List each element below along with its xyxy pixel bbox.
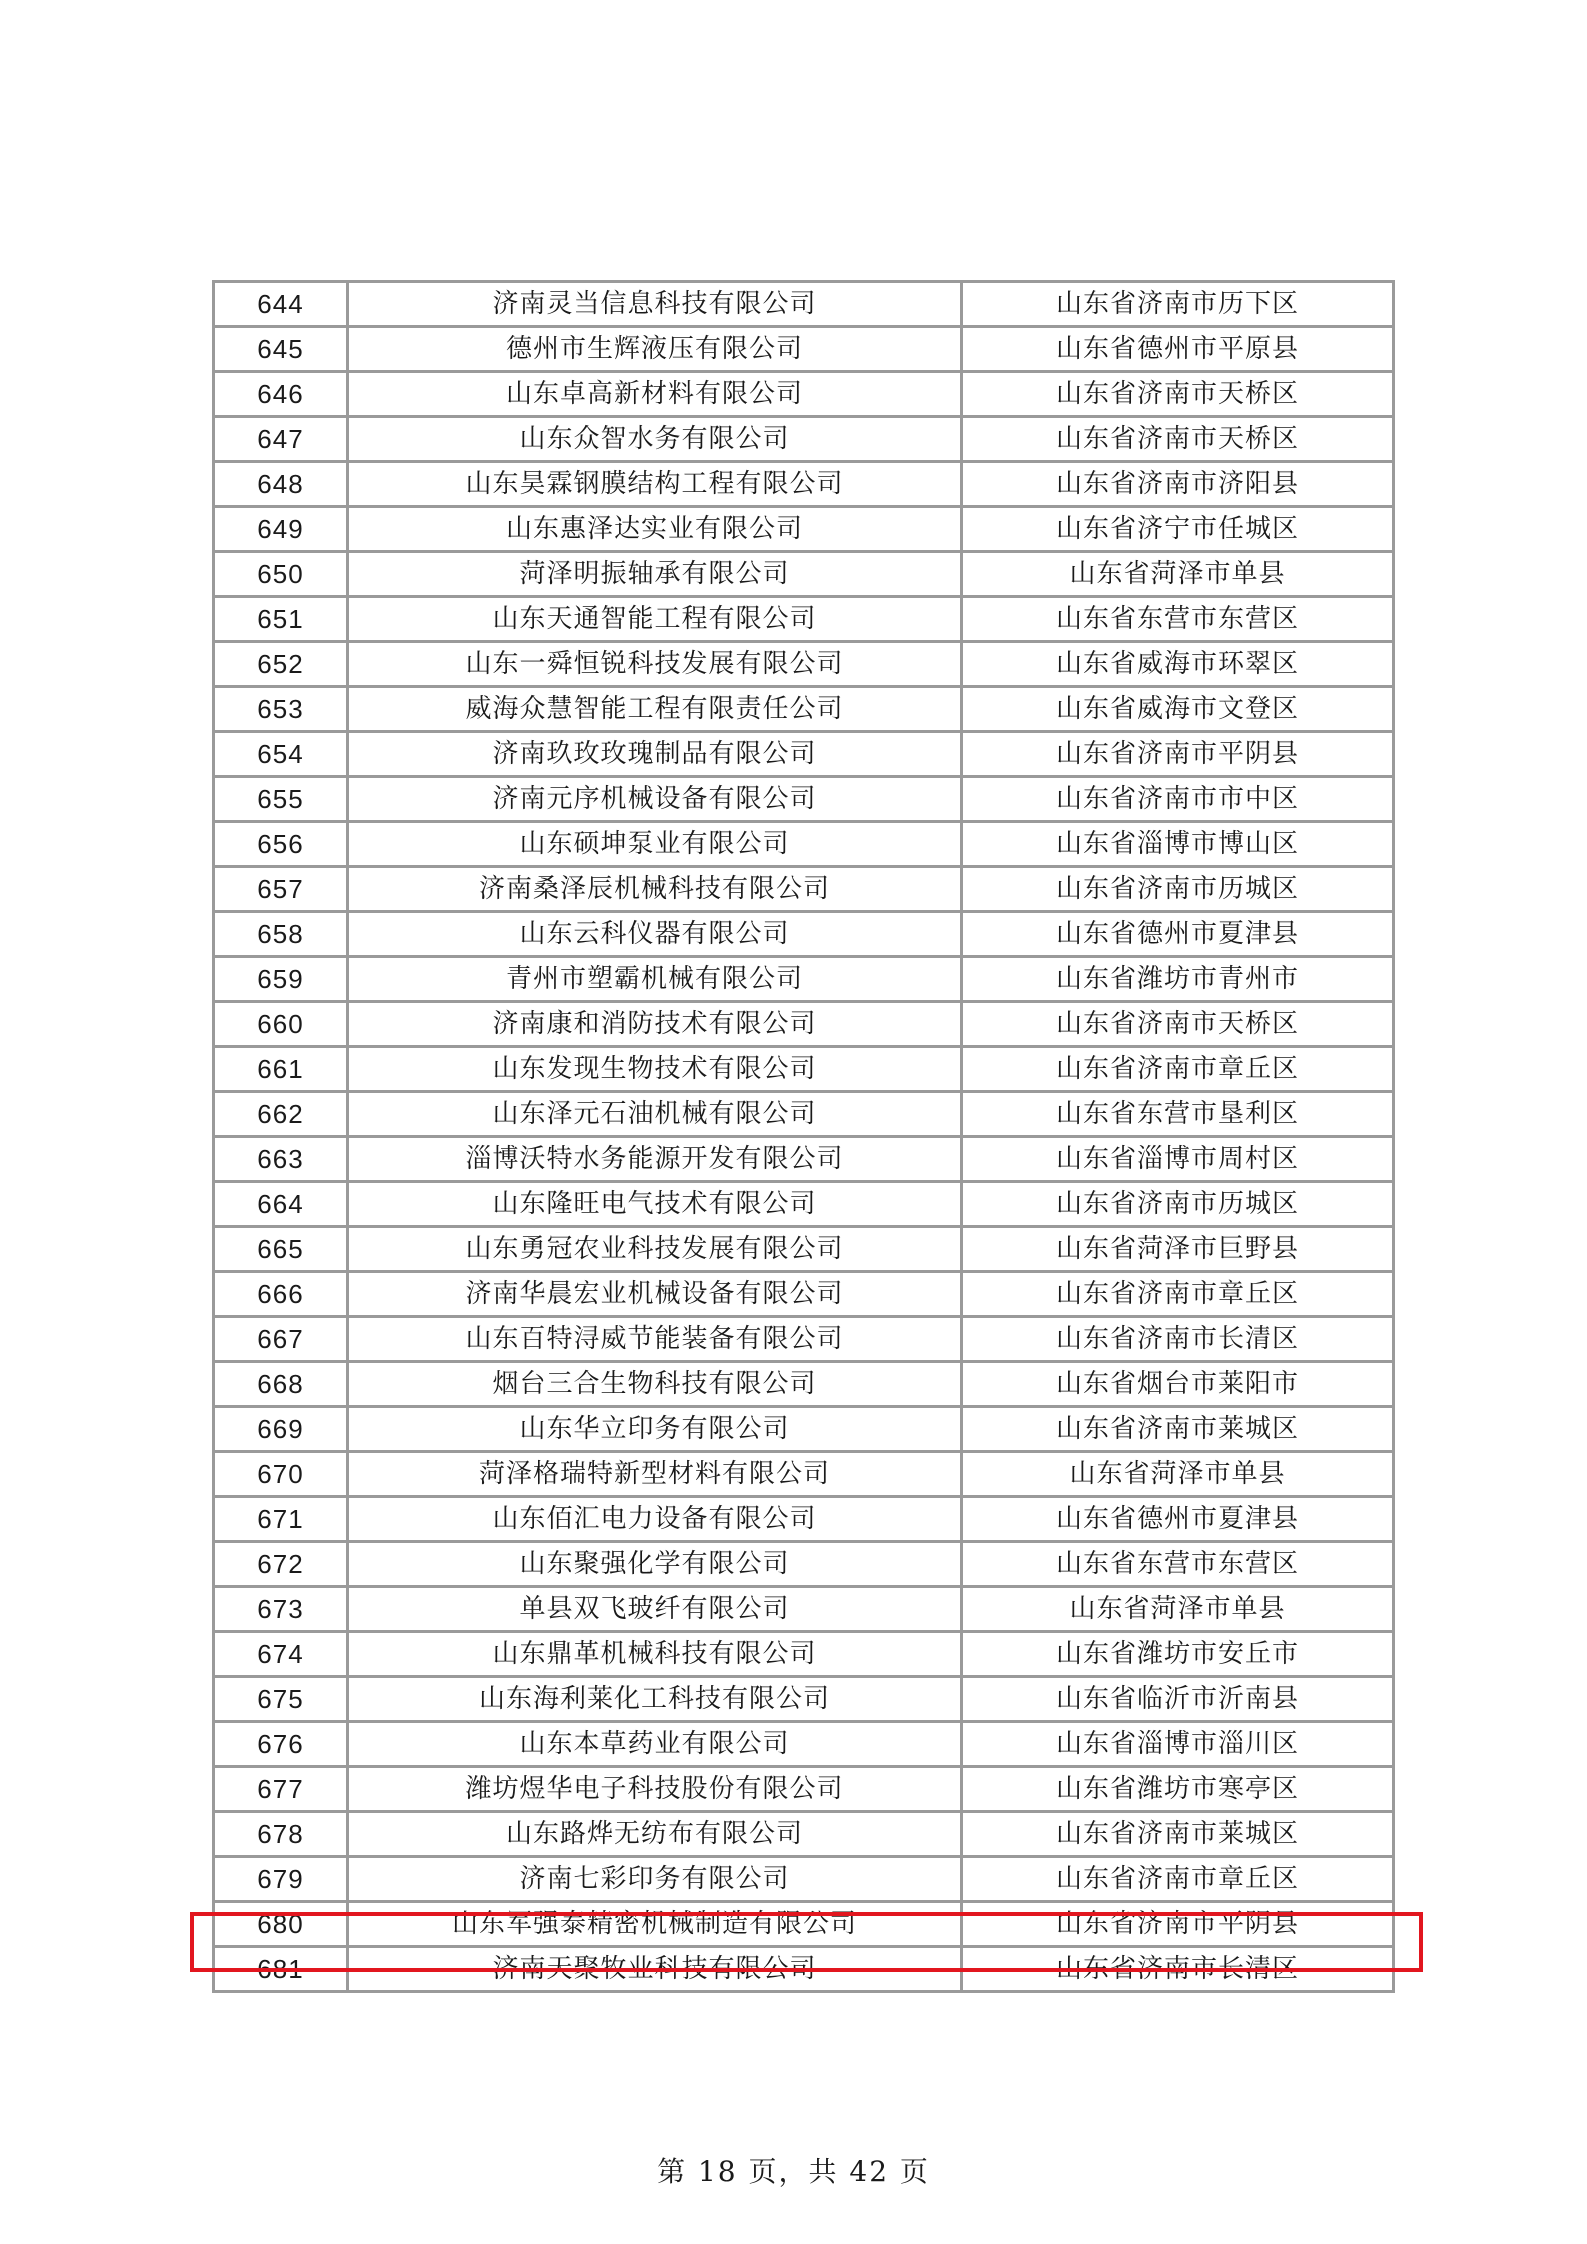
company-name: 威海众慧智能工程有限责任公司 bbox=[348, 687, 962, 732]
row-number: 649 bbox=[214, 507, 348, 552]
row-number: 675 bbox=[214, 1677, 348, 1722]
company-location: 山东省济南市平阴县 bbox=[962, 1902, 1394, 1947]
row-number: 646 bbox=[214, 372, 348, 417]
company-name: 淄博沃特水务能源开发有限公司 bbox=[348, 1137, 962, 1182]
row-number: 668 bbox=[214, 1362, 348, 1407]
row-number: 651 bbox=[214, 597, 348, 642]
company-location: 山东省烟台市莱阳市 bbox=[962, 1362, 1394, 1407]
table-row bbox=[214, 1272, 1394, 1317]
table-row bbox=[214, 327, 1394, 372]
table-row bbox=[214, 1722, 1394, 1767]
table-row bbox=[214, 1857, 1394, 1902]
row-number: 652 bbox=[214, 642, 348, 687]
table-body bbox=[214, 282, 1394, 1992]
row-number: 679 bbox=[214, 1857, 348, 1902]
table-row bbox=[214, 957, 1394, 1002]
row-number: 673 bbox=[214, 1587, 348, 1632]
company-name: 山东百特浔威节能装备有限公司 bbox=[348, 1317, 962, 1362]
row-number: 671 bbox=[214, 1497, 348, 1542]
company-location: 山东省济南市天桥区 bbox=[962, 372, 1394, 417]
company-location: 山东省东营市垦利区 bbox=[962, 1092, 1394, 1137]
company-table bbox=[212, 280, 1395, 1993]
table-row bbox=[214, 732, 1394, 777]
company-name: 济南华晨宏业机械设备有限公司 bbox=[348, 1272, 962, 1317]
company-name: 山东军强泰精密机械制造有限公司 bbox=[348, 1902, 962, 1947]
company-name: 山东佰汇电力设备有限公司 bbox=[348, 1497, 962, 1542]
row-number: 666 bbox=[214, 1272, 348, 1317]
table-row bbox=[214, 1137, 1394, 1182]
company-location: 山东省济南市章丘区 bbox=[962, 1857, 1394, 1902]
table-row bbox=[214, 1182, 1394, 1227]
table-row bbox=[214, 867, 1394, 912]
company-name: 山东惠泽达实业有限公司 bbox=[348, 507, 962, 552]
company-location: 山东省德州市夏津县 bbox=[962, 912, 1394, 957]
company-location: 山东省济南市章丘区 bbox=[962, 1272, 1394, 1317]
table-row bbox=[214, 1767, 1394, 1812]
company-name: 山东泽元石油机械有限公司 bbox=[348, 1092, 962, 1137]
table-row bbox=[214, 1452, 1394, 1497]
row-number: 660 bbox=[214, 1002, 348, 1047]
company-name: 济南康和消防技术有限公司 bbox=[348, 1002, 962, 1047]
company-location: 山东省济南市历城区 bbox=[962, 1182, 1394, 1227]
company-name: 济南灵当信息科技有限公司 bbox=[348, 282, 962, 327]
company-name: 山东勇冠农业科技发展有限公司 bbox=[348, 1227, 962, 1272]
row-number: 665 bbox=[214, 1227, 348, 1272]
row-number: 654 bbox=[214, 732, 348, 777]
company-name: 济南天聚牧业科技有限公司 bbox=[348, 1947, 962, 1992]
company-location: 山东省济南市天桥区 bbox=[962, 417, 1394, 462]
row-number: 647 bbox=[214, 417, 348, 462]
table-row bbox=[214, 1407, 1394, 1452]
company-location: 山东省威海市环翠区 bbox=[962, 642, 1394, 687]
company-name: 山东路烨无纺布有限公司 bbox=[348, 1812, 962, 1857]
company-location: 山东省东营市东营区 bbox=[962, 597, 1394, 642]
row-number: 650 bbox=[214, 552, 348, 597]
table-row bbox=[214, 507, 1394, 552]
company-name: 济南七彩印务有限公司 bbox=[348, 1857, 962, 1902]
row-number: 669 bbox=[214, 1407, 348, 1452]
row-number: 659 bbox=[214, 957, 348, 1002]
company-location: 山东省菏泽市巨野县 bbox=[962, 1227, 1394, 1272]
company-location: 山东省潍坊市安丘市 bbox=[962, 1632, 1394, 1677]
table-row bbox=[214, 822, 1394, 867]
row-number: 644 bbox=[214, 282, 348, 327]
company-location: 山东省潍坊市寒亭区 bbox=[962, 1767, 1394, 1812]
company-location: 山东省东营市东营区 bbox=[962, 1542, 1394, 1587]
company-location: 山东省济南市章丘区 bbox=[962, 1047, 1394, 1092]
company-location: 山东省济南市天桥区 bbox=[962, 1002, 1394, 1047]
company-name: 山东发现生物技术有限公司 bbox=[348, 1047, 962, 1092]
company-name: 烟台三合生物科技有限公司 bbox=[348, 1362, 962, 1407]
row-number: 661 bbox=[214, 1047, 348, 1092]
table-row bbox=[214, 687, 1394, 732]
company-name: 山东昊霖钢膜结构工程有限公司 bbox=[348, 462, 962, 507]
company-name: 山东硕坤泵业有限公司 bbox=[348, 822, 962, 867]
row-number: 663 bbox=[214, 1137, 348, 1182]
table-row bbox=[214, 1002, 1394, 1047]
table-row bbox=[214, 552, 1394, 597]
row-number: 664 bbox=[214, 1182, 348, 1227]
table-row bbox=[214, 1677, 1394, 1722]
row-number: 678 bbox=[214, 1812, 348, 1857]
company-location: 山东省德州市夏津县 bbox=[962, 1497, 1394, 1542]
company-location: 山东省临沂市沂南县 bbox=[962, 1677, 1394, 1722]
company-location: 山东省菏泽市单县 bbox=[962, 1452, 1394, 1497]
company-name: 山东鼎革机械科技有限公司 bbox=[348, 1632, 962, 1677]
company-name: 山东天通智能工程有限公司 bbox=[348, 597, 962, 642]
company-name: 济南桑泽辰机械科技有限公司 bbox=[348, 867, 962, 912]
row-number: 667 bbox=[214, 1317, 348, 1362]
company-location: 山东省淄博市淄川区 bbox=[962, 1722, 1394, 1767]
row-number: 670 bbox=[214, 1452, 348, 1497]
company-location: 山东省济南市平阴县 bbox=[962, 732, 1394, 777]
company-name: 山东云科仪器有限公司 bbox=[348, 912, 962, 957]
row-number: 680 bbox=[214, 1902, 348, 1947]
company-name: 济南玖玫玫瑰制品有限公司 bbox=[348, 732, 962, 777]
row-number: 645 bbox=[214, 327, 348, 372]
row-number: 656 bbox=[214, 822, 348, 867]
table-row bbox=[214, 417, 1394, 462]
row-number: 677 bbox=[214, 1767, 348, 1812]
table-row bbox=[214, 597, 1394, 642]
row-number: 658 bbox=[214, 912, 348, 957]
row-number: 653 bbox=[214, 687, 348, 732]
row-number: 648 bbox=[214, 462, 348, 507]
company-location: 山东省潍坊市青州市 bbox=[962, 957, 1394, 1002]
company-location: 山东省淄博市周村区 bbox=[962, 1137, 1394, 1182]
table-row bbox=[214, 1227, 1394, 1272]
table-row bbox=[214, 1092, 1394, 1137]
company-name: 山东海利莱化工科技有限公司 bbox=[348, 1677, 962, 1722]
row-number: 681 bbox=[214, 1947, 348, 1992]
company-name: 山东本草药业有限公司 bbox=[348, 1722, 962, 1767]
row-number: 662 bbox=[214, 1092, 348, 1137]
table-row bbox=[214, 1812, 1394, 1857]
row-number: 657 bbox=[214, 867, 348, 912]
company-name: 山东卓高新材料有限公司 bbox=[348, 372, 962, 417]
table-row bbox=[214, 912, 1394, 957]
row-number: 672 bbox=[214, 1542, 348, 1587]
table-row bbox=[214, 1632, 1394, 1677]
company-location: 山东省济南市莱城区 bbox=[962, 1812, 1394, 1857]
table-row bbox=[214, 282, 1394, 327]
company-name: 德州市生辉液压有限公司 bbox=[348, 327, 962, 372]
row-number: 674 bbox=[214, 1632, 348, 1677]
company-name: 单县双飞玻纤有限公司 bbox=[348, 1587, 962, 1632]
table-row bbox=[214, 642, 1394, 687]
company-name: 潍坊煜华电子科技股份有限公司 bbox=[348, 1767, 962, 1812]
company-location: 山东省淄博市博山区 bbox=[962, 822, 1394, 867]
row-number: 655 bbox=[214, 777, 348, 822]
table-row bbox=[214, 1542, 1394, 1587]
company-name: 山东隆旺电气技术有限公司 bbox=[348, 1182, 962, 1227]
company-location: 山东省德州市平原县 bbox=[962, 327, 1394, 372]
company-location: 山东省菏泽市单县 bbox=[962, 552, 1394, 597]
company-name: 青州市塑霸机械有限公司 bbox=[348, 957, 962, 1002]
table-row bbox=[214, 1587, 1394, 1632]
company-name: 山东聚强化学有限公司 bbox=[348, 1542, 962, 1587]
company-name: 菏泽格瑞特新型材料有限公司 bbox=[348, 1452, 962, 1497]
table-row bbox=[214, 1497, 1394, 1542]
company-name: 山东华立印务有限公司 bbox=[348, 1407, 962, 1452]
company-location: 山东省济南市市中区 bbox=[962, 777, 1394, 822]
company-location: 山东省济南市长清区 bbox=[962, 1317, 1394, 1362]
table-row bbox=[214, 1317, 1394, 1362]
company-location: 山东省济宁市任城区 bbox=[962, 507, 1394, 552]
table-row bbox=[214, 777, 1394, 822]
table-row bbox=[214, 1047, 1394, 1092]
row-number: 676 bbox=[214, 1722, 348, 1767]
company-name: 山东众智水务有限公司 bbox=[348, 417, 962, 462]
company-location: 山东省济南市长清区 bbox=[962, 1947, 1394, 1992]
company-name: 济南元序机械设备有限公司 bbox=[348, 777, 962, 822]
company-location: 山东省济南市莱城区 bbox=[962, 1407, 1394, 1452]
company-location: 山东省菏泽市单县 bbox=[962, 1587, 1394, 1632]
company-location: 山东省济南市济阳县 bbox=[962, 462, 1394, 507]
table-row bbox=[214, 1362, 1394, 1407]
company-name: 山东一舜恒锐科技发展有限公司 bbox=[348, 642, 962, 687]
highlight-box bbox=[190, 1912, 1423, 1972]
page-number-footer: 第 18 页，共 42 页 bbox=[657, 2155, 930, 2188]
table-row bbox=[214, 462, 1394, 507]
table-row bbox=[214, 372, 1394, 417]
company-name: 菏泽明振轴承有限公司 bbox=[348, 552, 962, 597]
company-location: 山东省济南市历城区 bbox=[962, 867, 1394, 912]
company-location: 山东省威海市文登区 bbox=[962, 687, 1394, 732]
company-location: 山东省济南市历下区 bbox=[962, 282, 1394, 327]
